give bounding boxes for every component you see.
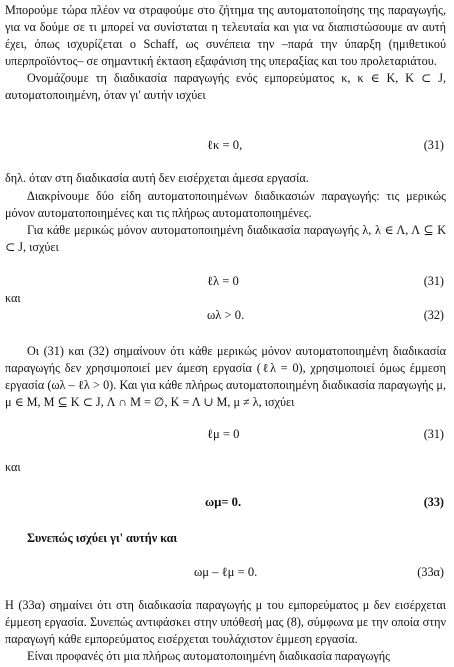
paragraph-two-kinds: Διακρίνουμε δύο είδη αυτοματοποιημένων διαδικασιών παραγωγής: τις μερικώς μόνον αυτοματοποιημένες και τις πλήρως αυτοματοποιημένες. [5,189,446,220]
equation-formula: ωλ > 0. [207,308,245,322]
equation-31-third [5,426,446,444]
paragraph-obvious: Είναι προφανές ότι μια πλήρως αυτοματοποιημένη διαδικασία παραγωγής [27,649,390,663]
label-therefore: Συνεπώς ισχύει γι' αυτήν και [27,531,178,545]
equation-formula: ℓμ = 0 [207,427,240,441]
equation-31-first [5,137,446,155]
paragraph-direct-labor: δηλ. όταν στη διαδικασία αυτή δεν εισέρχεται άμεσα εργασία. [5,171,309,185]
equation-number: (31) [423,274,444,288]
equation-formula: ℓκ = 0, [207,138,243,152]
paragraph-meaning: Οι (31) και (32) σημαίνουν ότι κάθε μερικώς μόνον αυτοματοποιημένη διαδικασία παραγωγής δεν χρησιμοποιεί μεν άμεση εργασία (ℓλ = 0), χρησιμοποιεί όμως έμμεση εργασία (ωλ – ℓλ > 0). Και για κάθε πλήρως αυτοματοποιημένη διαδικασία παραγωγής μ, μ ∈ Μ, Μ ⊆ Κ ⊂ J, Λ ∩ Μ = ∅, Κ = Λ ∪ Μ, μ ≠ λ, ισχύει [5,344,446,409]
equation-32 [5,307,446,325]
paragraph-contradiction: Η (33α) σημαίνει ότι στη διαδικασία παραγωγής μ του εμπορεύματος μ δεν εισέρχεται έμμεση εργασία. Συνεπώς αντιφάσκει στην υπόθεσή μας (8), σύμφωνα με την οποία στην παραγωγή κάθε εμπορεύματος εισέρχεται τουλάχιστον έμμεση εργασία. [5,598,446,646]
equation-33 [5,494,446,512]
equation-formula: ℓλ = 0 [207,274,239,288]
equation-number: (31) [423,427,444,441]
label-kai: και [5,291,21,305]
equation-formula: ωμ= 0. [205,495,242,509]
equation-number: (33α) [417,565,444,579]
equation-formula: ωμ – ℓμ = 0. [194,565,258,579]
equation-number: (33) [423,495,444,509]
label-kai: και [5,460,21,474]
equation-33a [5,564,446,582]
equation-31-second [5,273,446,291]
equation-number: (31) [423,138,444,152]
paragraph-partial: Για κάθε μερικώς μόνον αυτοματοποιημένη διαδικασία παραγωγής λ, λ ∈ Λ, Λ ⊆ Κ ⊂ J, ισχύει [5,223,446,254]
equation-number: (32) [423,308,444,322]
paragraph-definition: Ονομάζουμε τη διαδικασία παραγωγής ενός εμπορεύματος κ, κ ∈ Κ, Κ ⊂ J, αυτοματοποιημένη, όταν γι' αυτήν ισχύει [5,71,446,102]
paragraph-intro: Μπορούμε τώρα πλέον να στραφούμε στο ζήτημα της αυτοματοποίησης της παραγωγής, για να δούμε σε τι μπορεί να συνίσταται η τελευταία και για να διαπιστώσουμε αν αυτή έχει, όπως ισχυρίζεται ο Schaff, ως συνέπεια την –παρά την ύπαρξη (ημιθετικού υπερπροϊόντος– σε σημαντική έκταση εξαφάνιση της υπεραξίας και του προλεταριάτου. [5,3,446,68]
